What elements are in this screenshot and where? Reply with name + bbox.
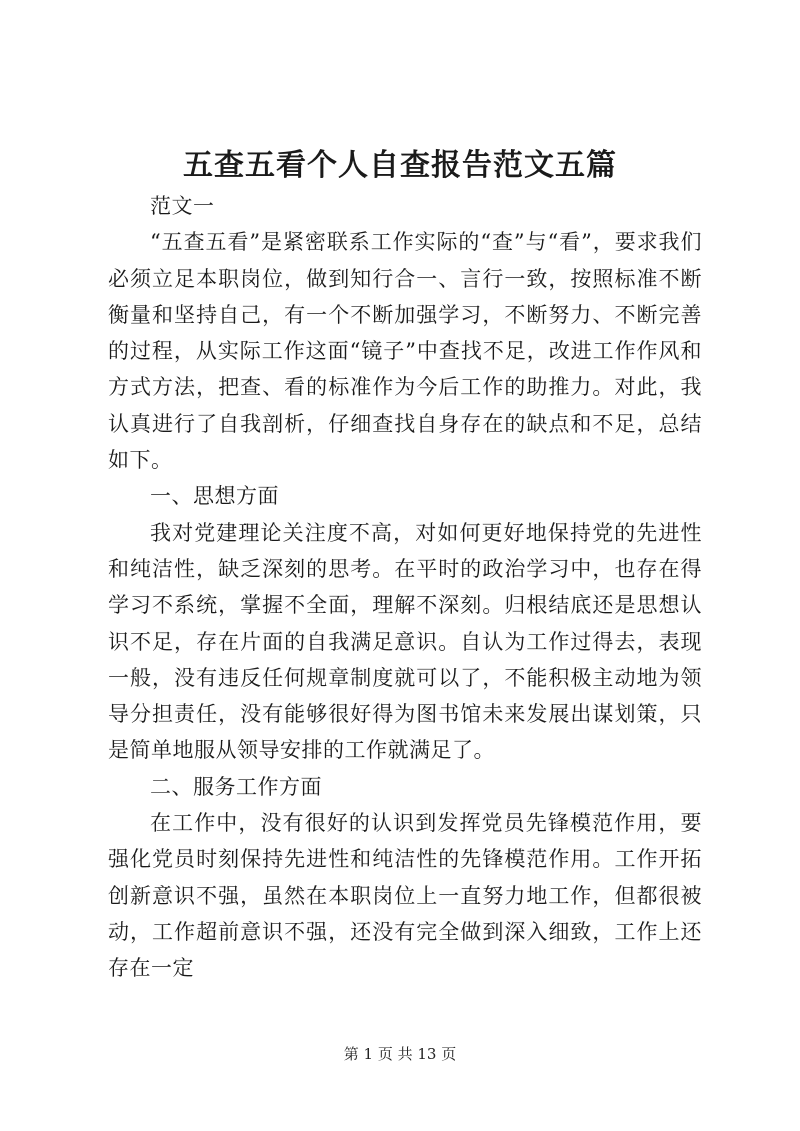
page-footer: 第 1 页 共 13 页 (343, 1045, 457, 1063)
thought-paragraph: 我对党建理论关注度不高，对如何更好地保持党的先进性和纯洁性，缺乏深刻的思考。在平时的政治学习中，也存在得学习不系统，掌握不全面，理解不深刻。归根结底还是思想认识不足，存在片面的自我满足意识。自认为工作过得去，表现一般，没有违反任何规章制度就可以了，不能积极主动地为领导分担责任，没有能够很好得为图书馆未来发展出谋划策，只是简单地服从领导安排的工作就满足了。 (108, 520, 702, 763)
section-heading-thought: 一、思想方面 (150, 484, 279, 509)
document-body (108, 188, 702, 987)
section-heading-fanwen-yi: 范文一 (150, 194, 215, 218)
document-title: 五查五看个人自查报告范文五篇 (183, 148, 617, 183)
section-heading-service: 二、服务工作方面 (150, 774, 322, 799)
intro-paragraph: “五查五看”是紧密联系工作实际的“查”与“看”，要求我们必须立足本职岗位，做到知行合一、言行一致，按照标准不断衡量和坚持自己，有一个不断加强学习，不断努力、不断完善的过程，从实际工作这面“镜子”中查找不足，改进工作作风和方式方法，把查、看的标准作为今后工作的助推力。对此，我认真进行了自我剖析，仔细查找自身存在的缺点和不足，总结如下。 (108, 230, 702, 473)
service-paragraph: 在工作中，没有很好的认识到发挥党员先锋模范作用，要强化党员时刻保持先进性和纯洁性的先锋模范作用。工作开拓创新意识不强，虽然在本职岗位上一直努力地工作，但都很被动，工作超前意识不强，还没有完全做到深入细致，工作上还存在一定 (108, 811, 702, 981)
